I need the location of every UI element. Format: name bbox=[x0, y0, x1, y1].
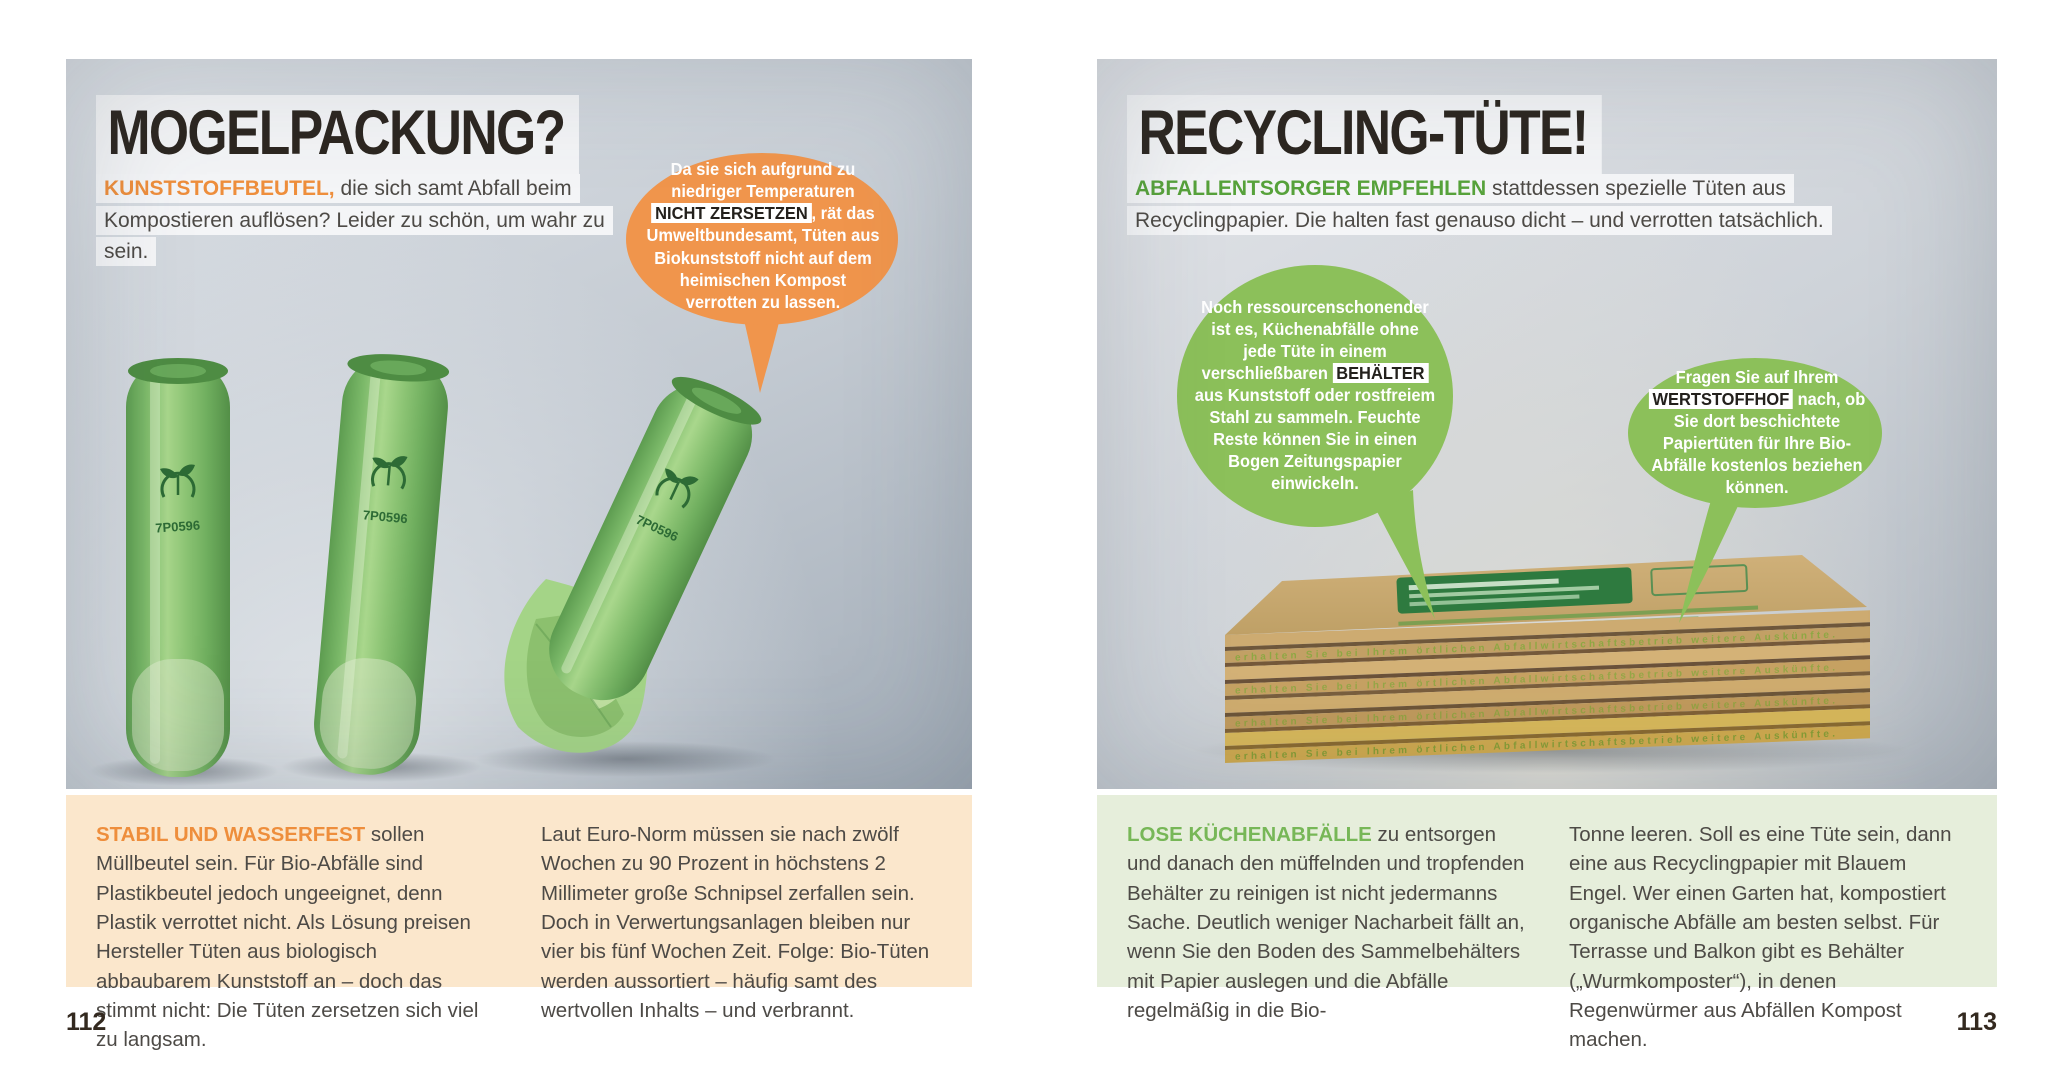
right-infobox-col2: Tonne leeren. Soll es eine Tüte sein, dann eine aus Recyclingpapier mit Blauem Engel. Wer einen Garten hat, kompostiert organische Abfälle am besten selbst. Für Terrasse und Balkon gibt es Behälter („Wurmkomposter“), in denen Regenwürmer aus Abfällen Kompost machen. bbox=[1569, 823, 1952, 1052]
right-page-title-box bbox=[1127, 95, 1602, 179]
intro-lead: KUNSTSTOFFBEUTEL, bbox=[104, 177, 335, 200]
bag-roll-2 bbox=[310, 350, 452, 779]
highlighted-phrase: NICHT ZERSETZEN bbox=[651, 203, 811, 223]
left-page-title: MOGELPACKUNG? bbox=[107, 98, 565, 168]
bag-roll-1 bbox=[126, 358, 230, 777]
bag-print-code: 7P0596 bbox=[154, 517, 201, 536]
page-number-right: 113 bbox=[1956, 1008, 1997, 1036]
left-photo-bioplastic-bags bbox=[66, 59, 972, 789]
highlighted-phrase: BEHÄLTER bbox=[1332, 363, 1428, 383]
bag-roll-3-crumpled bbox=[504, 367, 768, 752]
left-infobox-col2: Laut Euro-Norm müssen sie nach zwölf Wochen zu 90 Prozent in höchstens 2 Millimeter große Schnipsel zerfallen sein. Doch in Verwertungsanlagen bleiben nur vier bis fünf Wochen Zeit. Folge: Bio-Tüten werden aussortiert – häufig samt des wertvollen Inhalts – und verbrannt. bbox=[541, 823, 930, 1022]
left-infobox-col1: STABIL UND WASSERFEST sollen Müllbeutel sein. Für Bio-Abfälle sind Plastikbeutel jedoch ungeeignet, denn Plastik verrottet nicht. Als Lösung preisen Hersteller Tüten aus biologisch abbaubarem Kunststoff an – doch das stimmt nicht: Die Tüten zersetzen sich viel zu langsam. bbox=[96, 823, 479, 1052]
right-infobox-col1: LOSE KÜCHENABFÄLLE zu entsorgen und danach den müffelnden und tropfenden Behälter zu reinigen ist nicht jedermanns Sache. Deutlich weniger Nacharbeit fällt an, wenn Sie den Boden des Sammelbehälters mit Papier auslegen und die Abfälle regelmäßig in die Bio- bbox=[1127, 823, 1525, 1022]
right-page-title: RECYCLING-TÜTE! bbox=[1138, 98, 1588, 168]
green-bubble-2-text: Fragen Sie auf Ihrem WERTSTOFFHOF nach, ob Sie dort beschichtete Papiertüten für Ihre Bio-Abfälle kostenlos beziehen können. bbox=[1637, 371, 1877, 493]
left-page-intro bbox=[96, 173, 616, 268]
svg-text:erhalten Sie bei Ihrem örtlich: erhalten Sie bei Ihrem örtlichen Abfallwirtschaftsbetrieb weitere Auskünfte. bbox=[1235, 695, 1835, 730]
orange-bubble-text: Da sie sich aufgrund zu niedriger Temperaturen NICHT ZERSETZEN , rät das Umweltbundesamt, Tüten aus Biokunststoff nicht auf dem heimischen Kompost verrotten zu lassen. bbox=[646, 159, 880, 312]
highlighted-phrase: WERTSTOFFHOF bbox=[1649, 389, 1793, 409]
bag-edge-print: erhalten Sie bei Ihrem örtlichen Abfallwirtschaftsbetrieb weitere Auskünfte. bbox=[1235, 629, 1835, 664]
svg-text:erhalten Sie bei Ihrem örtlich: erhalten Sie bei Ihrem örtlichen Abfallwirtschaftsbetrieb weitere Auskünfte. bbox=[1235, 728, 1835, 763]
intro-rest: stattdessen spezielle Tüten aus Recyclingpapier. Die halten fast genauso dicht – und verrotten tatsächlich. bbox=[1135, 177, 1824, 232]
intro-lead: ABFALLENTSORGER EMPFEHLEN bbox=[1135, 177, 1487, 200]
svg-text:erhalten Sie bei Ihrem örtlich: erhalten Sie bei Ihrem örtlichen Abfallwirtschaftsbetrieb weitere Auskünfte. bbox=[1235, 662, 1835, 697]
right-page-intro bbox=[1127, 173, 1927, 236]
svg-text:7P0596: 7P0596 bbox=[362, 507, 409, 527]
intro-rest: die sich samt Abfall beim Kompostieren auflösen? Leider zu schön, um wahr zu sein. bbox=[104, 177, 605, 263]
svg-text:7P0596: 7P0596 bbox=[633, 511, 681, 545]
page-number-left: 112 bbox=[66, 1008, 107, 1036]
right-photo-recycling-paper-bags bbox=[1097, 59, 1997, 789]
green-bubble-1-text: Noch ressourcenschonender ist es, Küchenabfälle ohne jede Tüte in einem verschließbaren BEHÄLTER aus Kunststoff oder rostfreiem Stahl zu sammeln. Feuchte Reste können Sie in einen Bogen Zeitungspapier einwickeln. bbox=[1194, 296, 1436, 494]
left-page-title-box bbox=[96, 95, 579, 179]
